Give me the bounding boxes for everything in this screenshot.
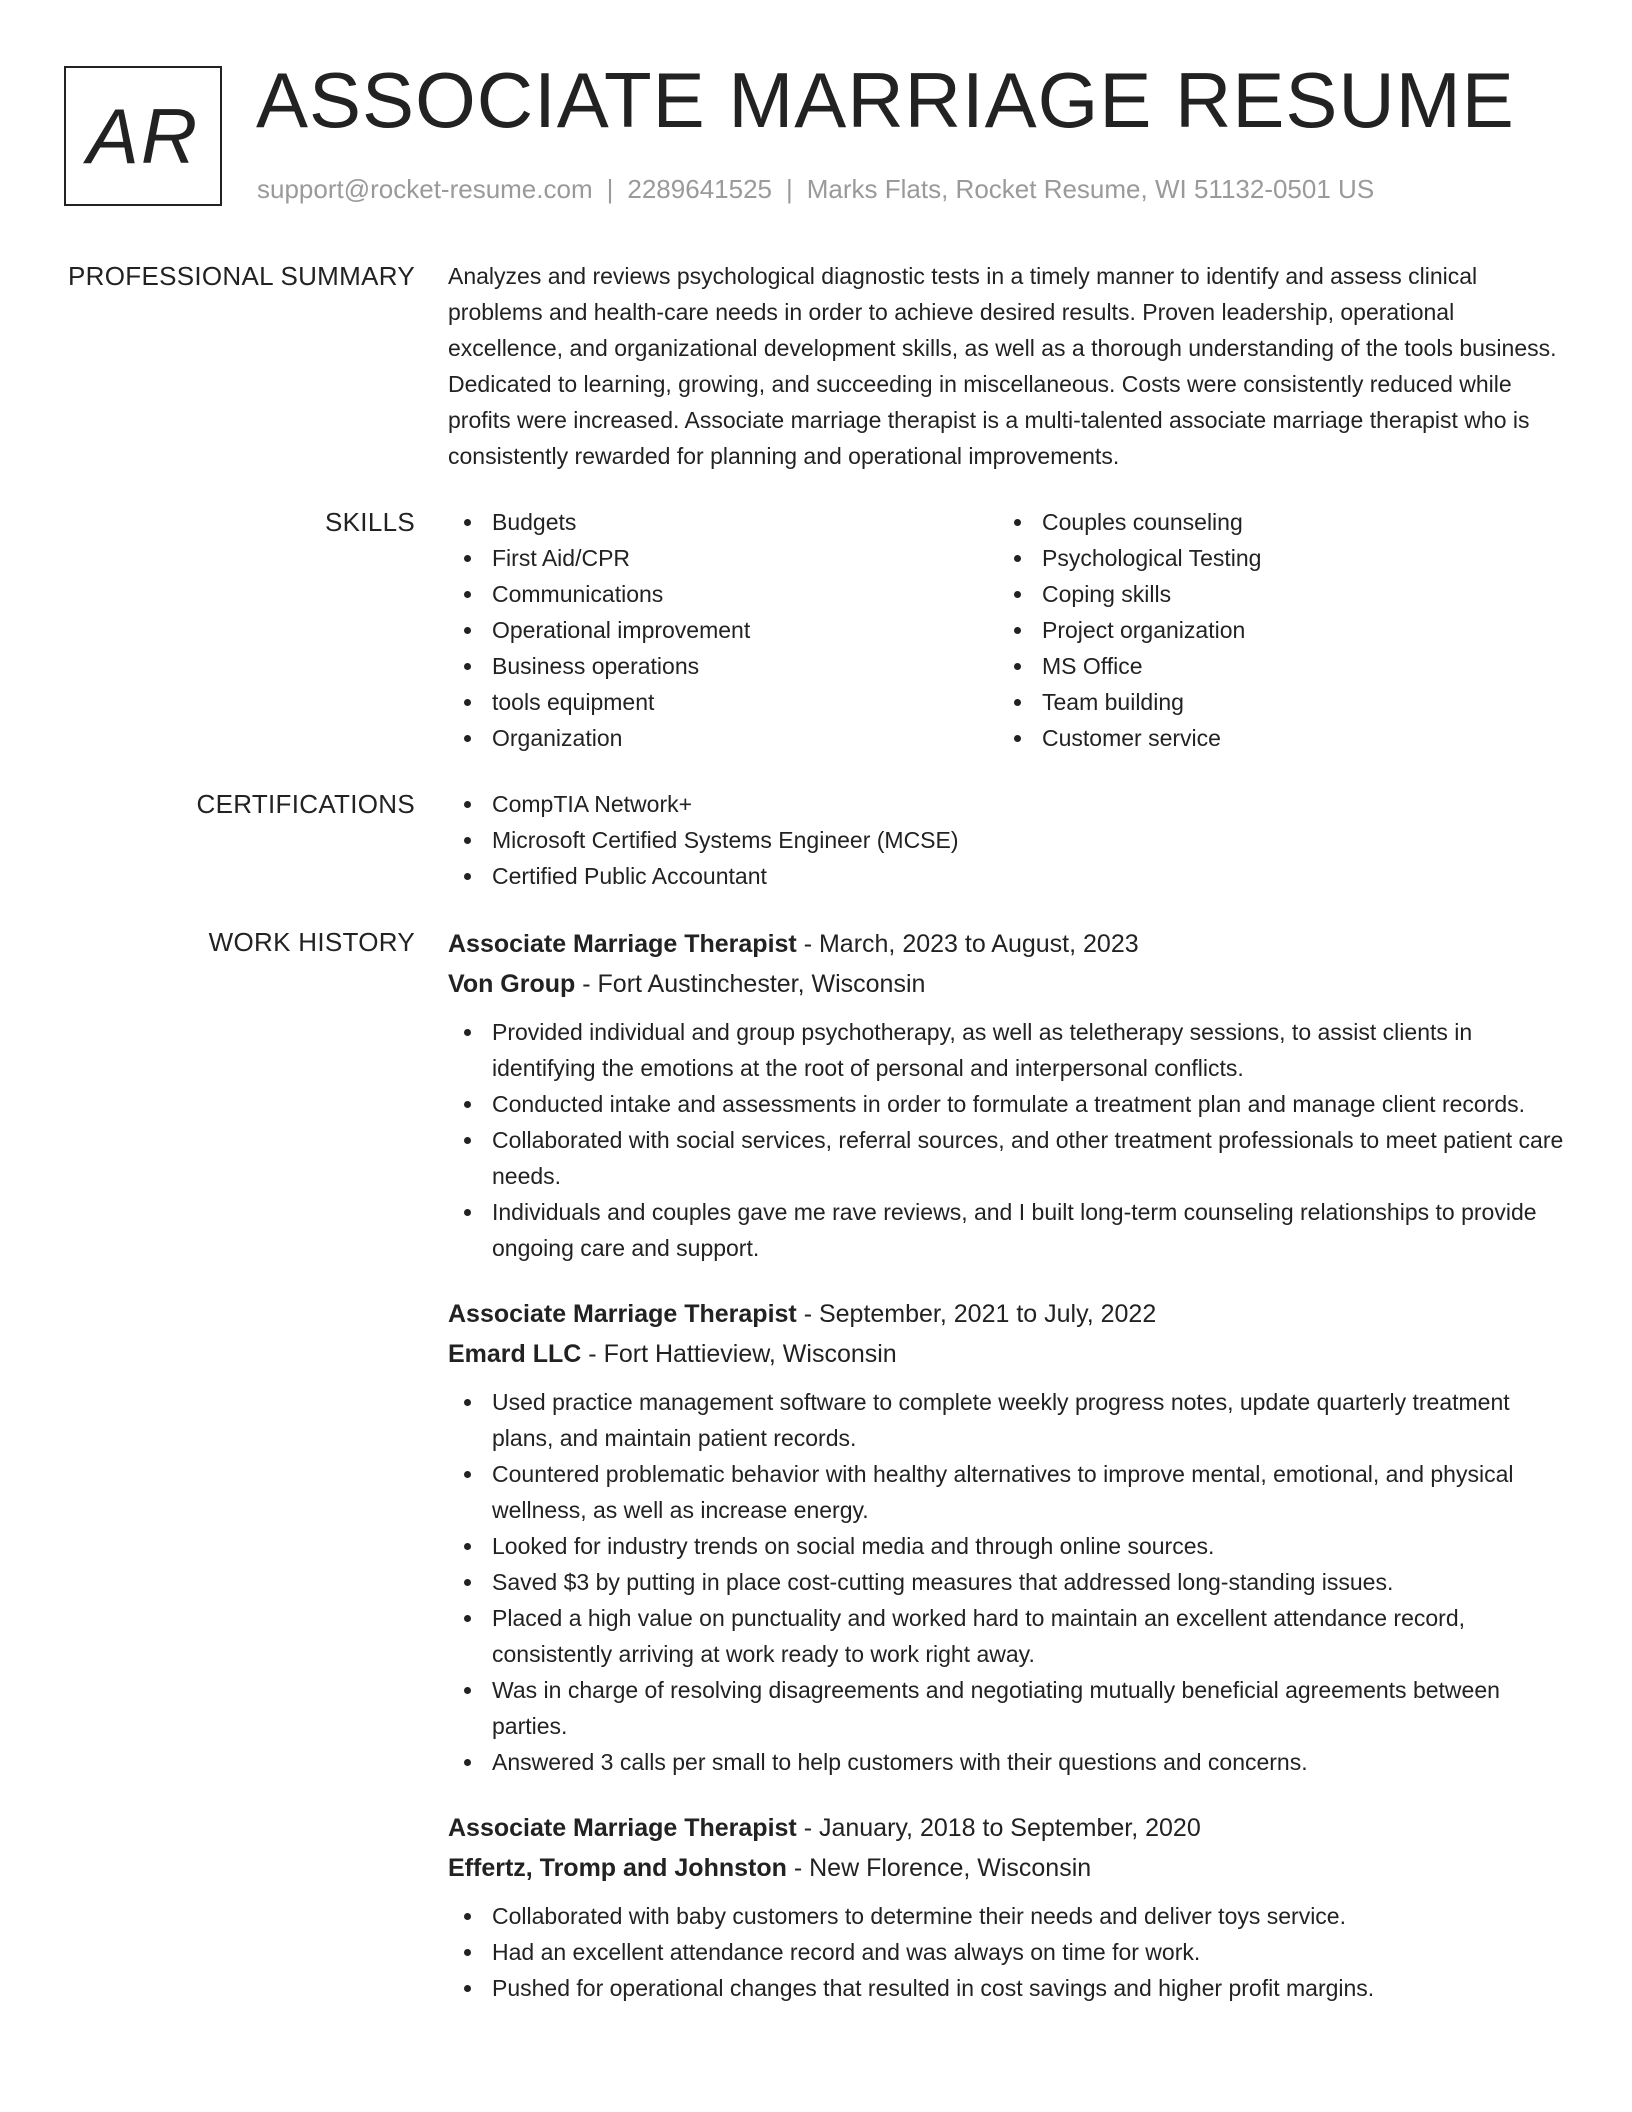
contact-line xyxy=(257,174,1374,205)
skill-item: tools equipment xyxy=(448,684,998,720)
skill-item: Team building xyxy=(998,684,1548,720)
contact-phone[interactable]: 2289641525 xyxy=(627,174,772,204)
section-label-skills: SKILLS xyxy=(325,507,415,537)
job-title-line xyxy=(448,924,1568,964)
resume-body xyxy=(0,258,1632,2064)
skill-item: Customer service xyxy=(998,720,1548,756)
job-dates: - September, 2021 to July, 2022 xyxy=(796,1300,1157,1328)
job-company: Emard LLC xyxy=(448,1340,582,1368)
certification-item: Microsoft Certified Systems Engineer (MCSE) xyxy=(448,822,1568,858)
section-label-summary: PROFESSIONAL SUMMARY xyxy=(68,261,415,291)
job-duty-item: Saved $3 by putting in place cost-cutting measures that addressed long-standing issues. xyxy=(448,1564,1568,1600)
job-entry xyxy=(448,924,1568,1266)
certifications-section xyxy=(0,786,1632,894)
job-company: Effertz, Tromp and Johnston xyxy=(448,1854,787,1882)
skill-item: Organization xyxy=(448,720,998,756)
job-duty-item: Placed a high value on punctuality and worked hard to maintain an excellent attendance record, consistently arriving at work ready to work right away. xyxy=(448,1600,1568,1672)
job-duty-item: Was in charge of resolving disagreements and negotiating mutually beneficial agreements between parties. xyxy=(448,1672,1568,1744)
job-title: Associate Marriage Therapist xyxy=(448,1814,797,1842)
job-duties-list xyxy=(448,1898,1568,2006)
certification-item: Certified Public Accountant xyxy=(448,858,1568,894)
skills-list-right xyxy=(998,504,1548,756)
job-entry xyxy=(448,1294,1568,1780)
job-duties-list xyxy=(448,1014,1568,1266)
job-duty-item: Pushed for operational changes that resulted in cost savings and higher profit margins. xyxy=(448,1970,1568,2006)
job-title: Associate Marriage Therapist xyxy=(448,1300,797,1328)
skill-item: Project organization xyxy=(998,612,1548,648)
work-history-content xyxy=(448,924,1568,2034)
summary-section xyxy=(0,258,1632,474)
job-location: - New Florence, Wisconsin xyxy=(786,1854,1092,1882)
contact-separator: | xyxy=(786,174,793,204)
job-duty-item: Individuals and couples gave me rave reviews, and I built long-term counseling relationships to provide ongoing care and support. xyxy=(448,1194,1568,1266)
job-company-line xyxy=(448,964,1568,1004)
job-duty-item: Used practice management software to complete weekly progress notes, update quarterly treatment plans, and maintain patient records. xyxy=(448,1384,1568,1456)
contact-address: Marks Flats, Rocket Resume, WI 51132-0501 US xyxy=(806,174,1375,204)
certifications-content xyxy=(448,786,1568,894)
job-company-line xyxy=(448,1334,1568,1374)
monogram-box xyxy=(64,66,222,206)
job-title-line xyxy=(448,1808,1568,1848)
skill-item: Psychological Testing xyxy=(998,540,1548,576)
monogram-initials: AR xyxy=(86,91,200,180)
skill-item: Budgets xyxy=(448,504,998,540)
job-duties-list xyxy=(448,1384,1568,1780)
job-location: - Fort Austinchester, Wisconsin xyxy=(575,970,926,998)
job-entry xyxy=(448,1808,1568,2006)
skill-item: Communications xyxy=(448,576,998,612)
job-duty-item: Answered 3 calls per small to help customers with their questions and concerns. xyxy=(448,1744,1568,1780)
skills-grid xyxy=(448,504,1568,756)
job-duty-item: Had an excellent attendance record and was always on time for work. xyxy=(448,1934,1568,1970)
skills-section xyxy=(0,504,1632,756)
skill-item: Coping skills xyxy=(998,576,1548,612)
summary-text: Analyzes and reviews psychological diagnostic tests in a timely manner to identify and assess clinical problems and health-care needs in order to achieve desired results. Proven leadership, operational excellence, and organizational development skills, as well as a thorough understanding of the tools business. Dedicated to learning, growing, and succeeding in miscellaneous. Costs were consistently reduced while profits were increased. Associate marriage therapist is a multi-talented associate marriage therapist who is consistently rewarded for planning and operational improvements. xyxy=(448,263,1557,469)
skill-item: Business operations xyxy=(448,648,998,684)
contact-separator: | xyxy=(606,174,614,204)
job-company: Von Group xyxy=(448,970,576,998)
section-label-certifications: CERTIFICATIONS xyxy=(196,789,415,819)
skill-item: MS Office xyxy=(998,648,1548,684)
job-dates: - January, 2018 to September, 2020 xyxy=(796,1814,1201,1842)
skills-list-left xyxy=(448,504,998,756)
job-duty-item: Looked for industry trends on social media and through online sources. xyxy=(448,1528,1568,1564)
job-location: - Fort Hattieview, Wisconsin xyxy=(581,1340,897,1368)
skill-item: Operational improvement xyxy=(448,612,998,648)
certification-item: CompTIA Network+ xyxy=(448,786,1568,822)
skill-item: Couples counseling xyxy=(998,504,1548,540)
job-dates: - March, 2023 to August, 2023 xyxy=(796,930,1139,958)
certifications-list xyxy=(448,786,1568,894)
section-label-work-history: WORK HISTORY xyxy=(208,927,415,957)
resume-title: ASSOCIATE MARRIAGE RESUME xyxy=(256,56,1515,144)
summary-content xyxy=(448,258,1568,474)
job-title-line xyxy=(448,1294,1568,1334)
contact-email[interactable]: support@rocket-resume.com xyxy=(257,174,593,204)
job-duty-item: Countered problematic behavior with healthy alternatives to improve mental, emotional, and physical wellness, as well as increase energy. xyxy=(448,1456,1568,1528)
job-company-line xyxy=(448,1848,1568,1888)
job-duty-item: Collaborated with baby customers to determine their needs and deliver toys service. xyxy=(448,1898,1568,1934)
job-title: Associate Marriage Therapist xyxy=(448,930,797,958)
job-duty-item: Conducted intake and assessments in order to formulate a treatment plan and manage client records. xyxy=(448,1086,1568,1122)
work-history-section xyxy=(0,924,1632,2034)
job-duty-item: Provided individual and group psychotherapy, as well as teletherapy sessions, to assist clients in identifying the emotions at the root of personal and interpersonal conflicts. xyxy=(448,1014,1568,1086)
job-duty-item: Collaborated with social services, referral sources, and other treatment professionals to meet patient care needs. xyxy=(448,1122,1568,1194)
skill-item: First Aid/CPR xyxy=(448,540,998,576)
skills-content xyxy=(448,504,1568,756)
